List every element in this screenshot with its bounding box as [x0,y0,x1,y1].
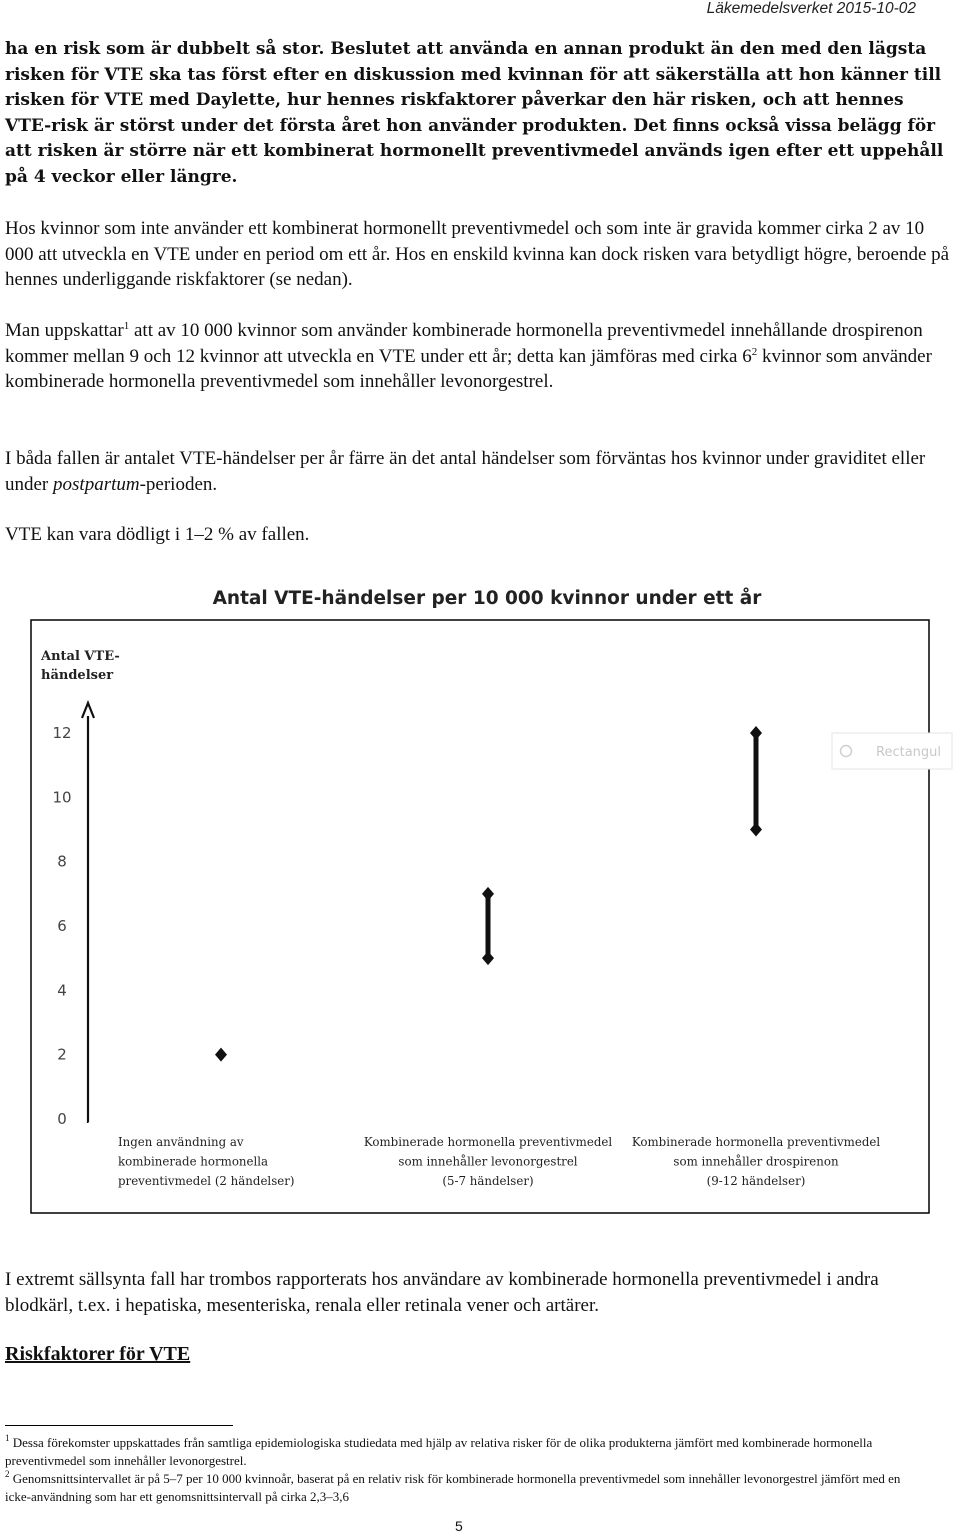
paragraph-mortality: VTE kan vara dödligt i 1–2 % av fallen. [5,524,310,545]
paragraph-text: kvinnor som använder kombinerade hormonella preventivmedel som innehåller levonorgestrel. [5,345,932,392]
category-label: (5-7 händelser) [442,1174,534,1188]
y-axis-label-line-1: Antal VTE- [41,649,120,664]
paragraph-text: Man uppskattar [5,320,124,341]
footnote-ref-1[interactable]: 1 [123,320,130,332]
paragraph-text: -perioden. [139,473,218,495]
category-label: kombinerade hormonella [118,1154,269,1169]
paragraph-text: I båda fallen är antalet VTE-händelser per år färre än det antal händelser som förväntas hos kvinnor under graviditet eller under [5,448,926,495]
footnote-marker-2: 2 [5,1469,10,1479]
paragraph-text: att av 10 000 kvinnor som använder kombinerade hormonella preventivmedel innehållande drospirenon kommer mellan 9 och 12 kvinnor att utveckla en VTE under ett år; detta kan jämföras med cirka 6 [5,320,923,367]
section-heading-risk-factors: Riskfaktorer för VTE [5,1343,191,1365]
footnote-1 [5,1434,905,1469]
y-tick-label: 2 [57,1045,67,1064]
footnote-ref-2[interactable]: 2 [751,345,758,358]
chart-frame [31,620,929,1213]
footnote-2 [5,1470,905,1505]
footnote-separator [5,1425,233,1426]
category-label: som innehåller levonorgestrel [398,1154,578,1169]
vte-range-chart [0,570,960,1220]
y-tick-label: 6 [57,917,67,935]
category-label: Kombinerade hormonella preventivmedel [631,1135,881,1149]
document-header-date: Läkemedelsverket 2015-10-02 [706,0,916,17]
category-label: (9-12 händelser) [706,1174,806,1188]
paragraph-rare-thrombosis: I extremt sällsynta fall har trombos rapporterats hos användare av kombinerade hormonella preventivmedel i andra blodkärl, t.ex. i hepatiska, mesenteriska, renala eller retinala vener och artärer. [5,1269,879,1316]
y-tick-label: 8 [57,852,67,871]
y-tick-label: 4 [57,981,67,1000]
footnote-marker-1: 1 [5,1433,10,1443]
y-axis-label-line-2: händelser [41,668,114,683]
y-tick-label: 10 [52,788,72,807]
legend-stub [832,733,952,769]
paragraph-pregnancy-comparison [5,446,950,497]
category-label: Kombinerade hormonella preventivmedel [363,1135,613,1149]
legend-label: Rectangul [876,745,941,760]
paragraph-baseline-risk: Hos kvinnor som inte använder ett kombinerat hormonellt preventivmedel och som inte är gravida kommer cirka 2 av 10 000 att utveckla en VTE under en period om ett år. Hos en enskild kvinna kan dock risken vara betydligt högre, beroende på hennes underliggande riskfaktorer (se nedan). [5,218,950,290]
category-label: Ingen användning av [118,1135,244,1149]
category-label: preventivmedel (2 händelser) [118,1174,295,1188]
intro-bold-paragraph: ha en risk som är dubbelt så stor. Beslutet att använda en annan produkt än den med den lägsta risken för VTE ska tas först efter en diskussion med kvinnan för att säkerställa att hon känner till risken för VTE med Daylette, hur hennes riskfaktorer påverkar den här risken, och att hennes VTE-risk är störst under det första året hon använder produkten. Det finns också vissa belägg för att risken är större när ett kombinerat hormonellt preventivmedel används igen efter ett uppehåll på 4 veckor eller längre. [5,39,944,187]
paragraph-estimated-risk [5,318,950,395]
footnote-text: Genomsnittsintervallet är på 5–7 per 10 000 kvinnoår, baserat på en relativ risk för kombinerade hormonella preventivmedel som innehåller levonorgestrel jämfört med en icke-användning som har ett genomsnittsintervall på cirka 2,3–3,6 [5,1471,901,1504]
category-label: som innehåller drospirenon [673,1154,839,1169]
footnote-text: Dessa förekomster uppskattades från samtliga epidemiologiska studiedata med hjälp av relativa risker för de olika produkterna jämfört med kombinerade hormonella preventivmedel som innehåller levonorgestrel. [5,1435,873,1468]
y-tick-label: 0 [57,1110,67,1128]
italic-term: postpartum [53,473,140,495]
chart-title: Antal VTE-händelser per 10 000 kvinnor under ett år [212,588,762,609]
page-number: 5 [455,1518,463,1534]
y-tick-label: 12 [52,724,72,742]
